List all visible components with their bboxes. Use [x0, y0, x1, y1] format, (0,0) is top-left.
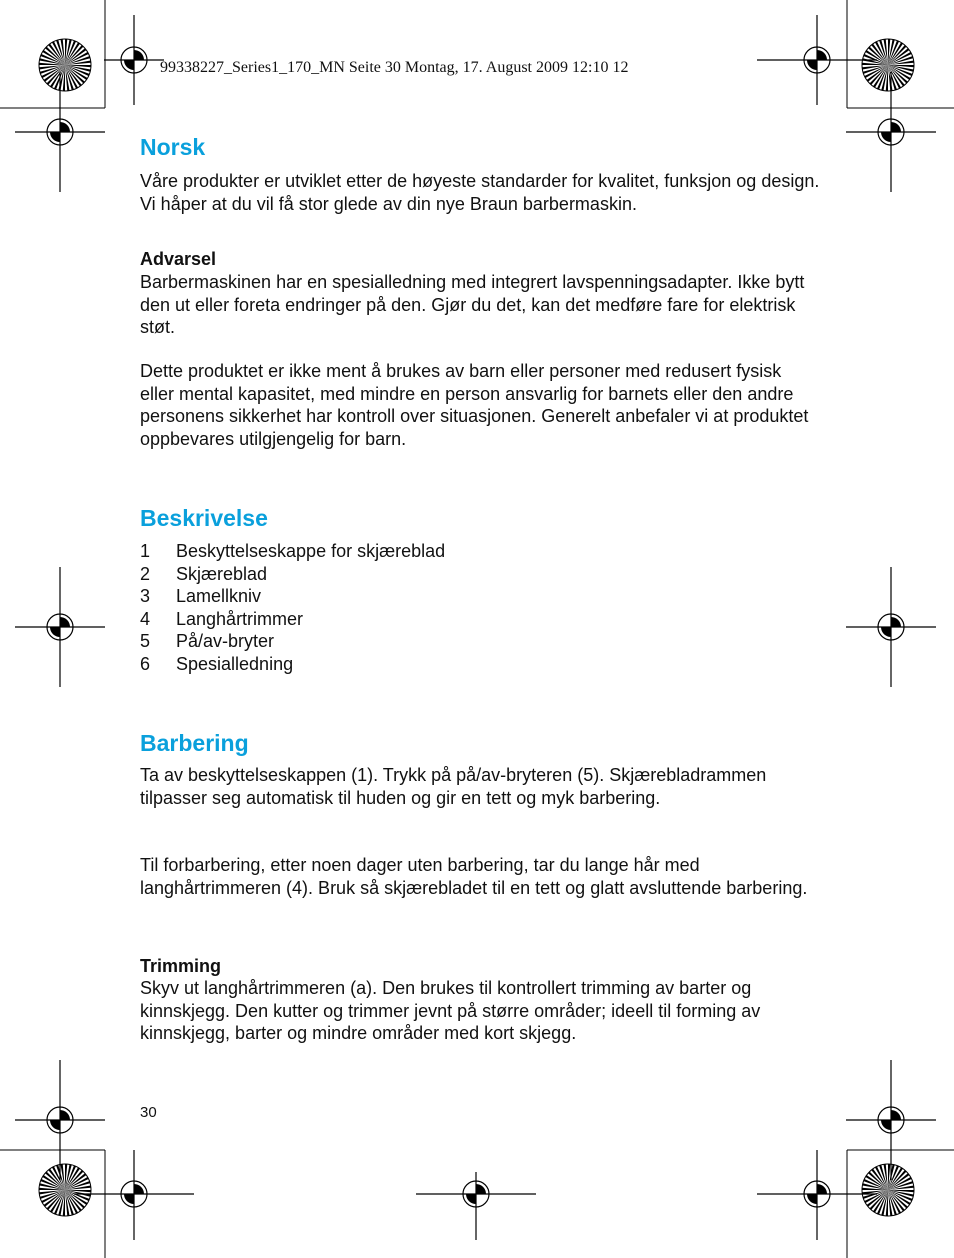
- registration-mark-icon: [757, 1150, 877, 1240]
- children-warning-paragraph: Dette produktet er ikke ment å brukes av barn eller personer med redusert fysisk eller mental kapasitet, med mindre en person ansvarlig for barnets eller den andre personens sikkerhet har kontroll over situasjonen. Generelt anbefaler vi at produktet oppbevares utilgjengelig for barn.: [140, 361, 809, 449]
- list-item: 5 På/av-bryter: [140, 631, 275, 651]
- starburst-target-icon: [860, 37, 916, 93]
- starburst-target-icon: [860, 1162, 916, 1218]
- list-item: 1 Beskyttelseskappe for skjæreblad: [140, 541, 446, 561]
- list-item: 3 Lamellkniv: [140, 586, 262, 606]
- print-slug-line: 99338227_Series1_170_MN Seite 30 Montag, 17. August 2009 12:10 12: [160, 59, 629, 76]
- warning-heading: Advarsel: [140, 249, 217, 269]
- list-item: 4 Langhårtrimmer: [140, 608, 304, 629]
- preshave-paragraph: Til forbarbering, etter noen dager uten barbering, tar du lange hår med langhårtrimmeren (4). Bruk så skjærebladet til en tett og glatt avsluttende barbering.: [140, 855, 808, 898]
- trimming-paragraph: Skyv ut langhårtrimmeren (a). Den brukes til kontrollert trimming av barter og kinnskjegg. Den kutter og trimmer jevnt på større områder; ideell til forming av kinnskjegg, barter og mindre områder med kort skjegg.: [140, 978, 761, 1043]
- section-title-barbering: Barbering: [140, 730, 249, 756]
- page-number: 30: [140, 1104, 157, 1121]
- registration-mark-icon: [0, 567, 120, 687]
- shaving-paragraph: Ta av beskyttelseskappen (1). Trykk på på/av-bryteren (5). Skjærebladrammen tilpasser seg automatisk til huden og gir en tett og myk barbering.: [140, 765, 767, 808]
- starburst-target-icon: [37, 1162, 93, 1218]
- warning-paragraph: Barbermaskinen har en spesialledning med integrert lavspenningsadapter. Ikke bytt den ut eller foreta endringer på den. Gjør du det, kan det medføre fare for elektrisk støt.: [140, 272, 805, 337]
- list-item: 2 Skjæreblad: [140, 563, 268, 584]
- list-item: 6 Spesialledning: [140, 653, 294, 674]
- registration-mark-icon: [831, 567, 951, 687]
- intro-paragraph: Våre produkter er utviklet etter de høyeste standarder for kvalitet, funksjon og design. Vi håper at du vil få stor glede av din nye Braun barbermaskin.: [140, 171, 820, 214]
- trimming-heading: Trimming: [140, 956, 222, 976]
- starburst-target-icon: [37, 37, 93, 93]
- section-title-beskrivelse: Beskrivelse: [140, 505, 268, 531]
- section-title-norsk: Norsk: [140, 134, 206, 160]
- parts-list: [140, 540, 445, 675]
- registration-mark-icon: [416, 1150, 536, 1240]
